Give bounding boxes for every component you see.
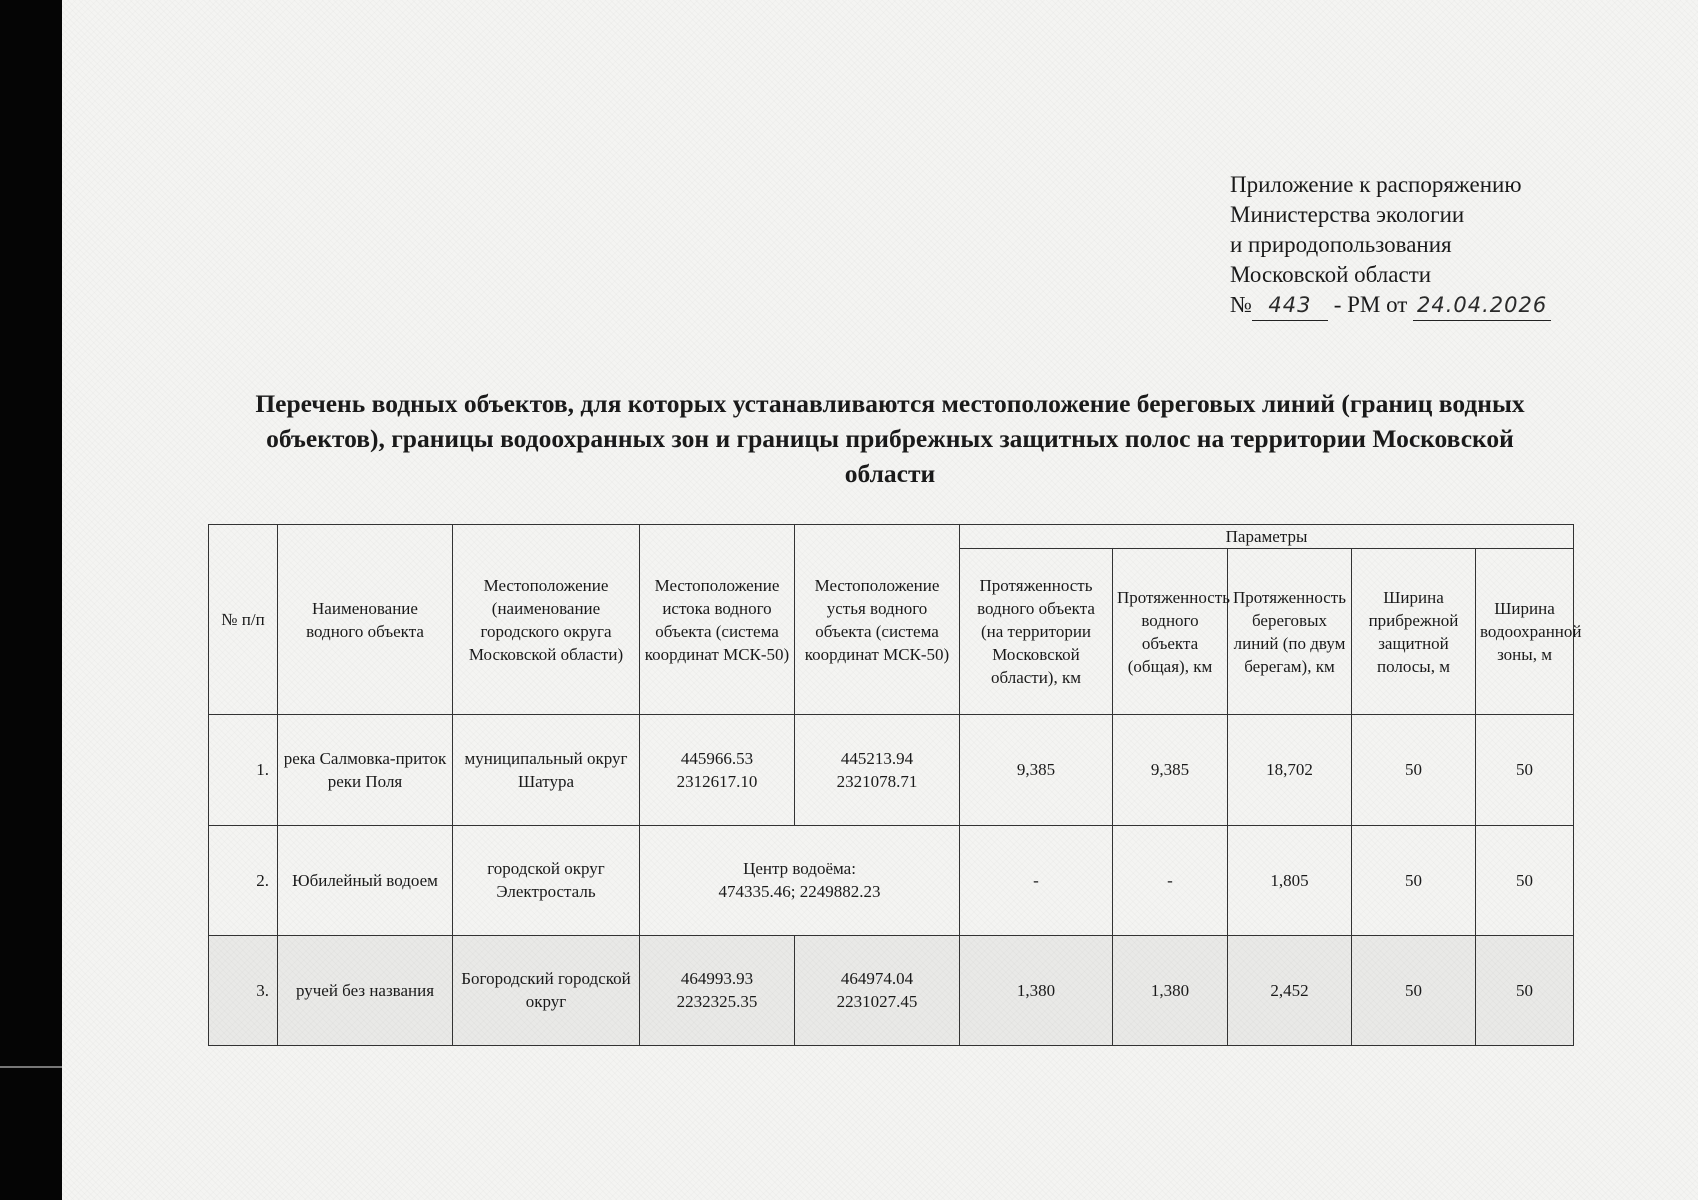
cell-length-region: 1,380 (960, 935, 1113, 1045)
header-length-region: Протяженность водного объекта (на территории Московской области), км (960, 549, 1113, 715)
handwritten-document-date: 24.04.2026 (1413, 290, 1551, 321)
header-source: Местоположение истока водного объекта (система координат МСК-50) (640, 525, 795, 715)
header-location: Местоположение (наименование городского округа Московской области) (453, 525, 640, 715)
number-prefix: № (1230, 292, 1252, 317)
attachment-number-line (1230, 290, 1590, 321)
cell-name: ручей без названия (278, 935, 453, 1045)
title-line: области (844, 459, 936, 488)
table-header-row (209, 525, 1574, 549)
cell-shore-length: 2,452 (1228, 935, 1352, 1045)
cell-num: 2. (209, 825, 278, 935)
water-objects-table (208, 524, 1582, 1046)
cell-protection-width: 50 (1476, 825, 1574, 935)
reservoir-center-coords: 474335.46; 2249882.23 (718, 882, 881, 902)
source-coord-2: 2312617.10 (676, 771, 758, 791)
number-suffix: - РМ от (1333, 292, 1408, 317)
header-name: Наименование водного объекта (278, 525, 453, 715)
header-coastal-width: Ширина прибрежной защитной полосы, м (1352, 549, 1476, 715)
cell-coastal-width: 50 (1352, 715, 1476, 825)
cell-num: 3. (209, 935, 278, 1045)
cell-num: 1. (209, 715, 278, 825)
attachment-line: Приложение к распоряжению (1230, 172, 1522, 197)
cell-shore-length: 18,702 (1228, 715, 1352, 825)
title-line: Перечень водных объектов, для которых устанавливаются местоположение береговых линий (границ водных (255, 389, 1525, 418)
attachment-line: и природопользования (1230, 232, 1452, 257)
header-protection-width: Ширина водоохранной зоны, м (1476, 549, 1574, 715)
scan-black-border (0, 0, 62, 1200)
cell-shore-length: 1,805 (1228, 825, 1352, 935)
title-line: объектов), границы водоохранных зон и границы прибрежных защитных полос на территории Московской (266, 424, 1514, 453)
cell-coastal-width: 50 (1352, 935, 1476, 1045)
handwritten-document-number: 443 (1252, 290, 1328, 321)
document-title (200, 386, 1580, 491)
source-coord-2: 2232325.35 (676, 992, 758, 1012)
cell-location: городской округ Электросталь (453, 825, 640, 935)
cell-name: река Салмовка-приток реки Поля (278, 715, 453, 825)
mouth-coord-2: 2321078.71 (836, 771, 918, 791)
table-row (209, 935, 1574, 1045)
table-row (209, 825, 1574, 935)
header-length-total: Протяженность водного объекта (общая), км (1113, 549, 1228, 715)
reservoir-center-label: Центр водоёма: (743, 859, 856, 879)
cell-mouth (795, 935, 960, 1045)
mouth-coord-1: 464974.04 (840, 969, 914, 989)
mouth-coord-1: 445213.94 (840, 748, 914, 768)
header-parameters-group: Параметры (960, 525, 1574, 549)
cell-location: муниципальный округ Шатура (453, 715, 640, 825)
header-shore-length: Протяженность береговых линий (по двум берегам), км (1228, 549, 1352, 715)
cell-coastal-width: 50 (1352, 825, 1476, 935)
table-row (209, 715, 1574, 825)
attachment-line: Московской области (1230, 262, 1432, 287)
cell-length-region: 9,385 (960, 715, 1113, 825)
cell-source (640, 715, 795, 825)
attachment-line: Министерства экологии (1230, 202, 1465, 227)
header-num: № п/п (209, 525, 278, 715)
cell-name: Юбилейный водоем (278, 825, 453, 935)
header-mouth: Местоположение устья водного объекта (система координат МСК-50) (795, 525, 960, 715)
cell-length-region: - (960, 825, 1113, 935)
cell-source (640, 935, 795, 1045)
cell-reservoir-center (640, 825, 960, 935)
cell-protection-width: 50 (1476, 715, 1574, 825)
cell-location: Богородский городской округ (453, 935, 640, 1045)
cell-mouth (795, 715, 960, 825)
cell-length-total: - (1113, 825, 1228, 935)
source-coord-1: 464993.93 (680, 969, 754, 989)
cell-length-total: 9,385 (1113, 715, 1228, 825)
attachment-block (1230, 170, 1590, 321)
scan-edge-mark (0, 1066, 62, 1068)
mouth-coord-2: 2231027.45 (836, 992, 918, 1012)
cell-length-total: 1,380 (1113, 935, 1228, 1045)
cell-protection-width: 50 (1476, 935, 1574, 1045)
source-coord-1: 445966.53 (680, 748, 754, 768)
